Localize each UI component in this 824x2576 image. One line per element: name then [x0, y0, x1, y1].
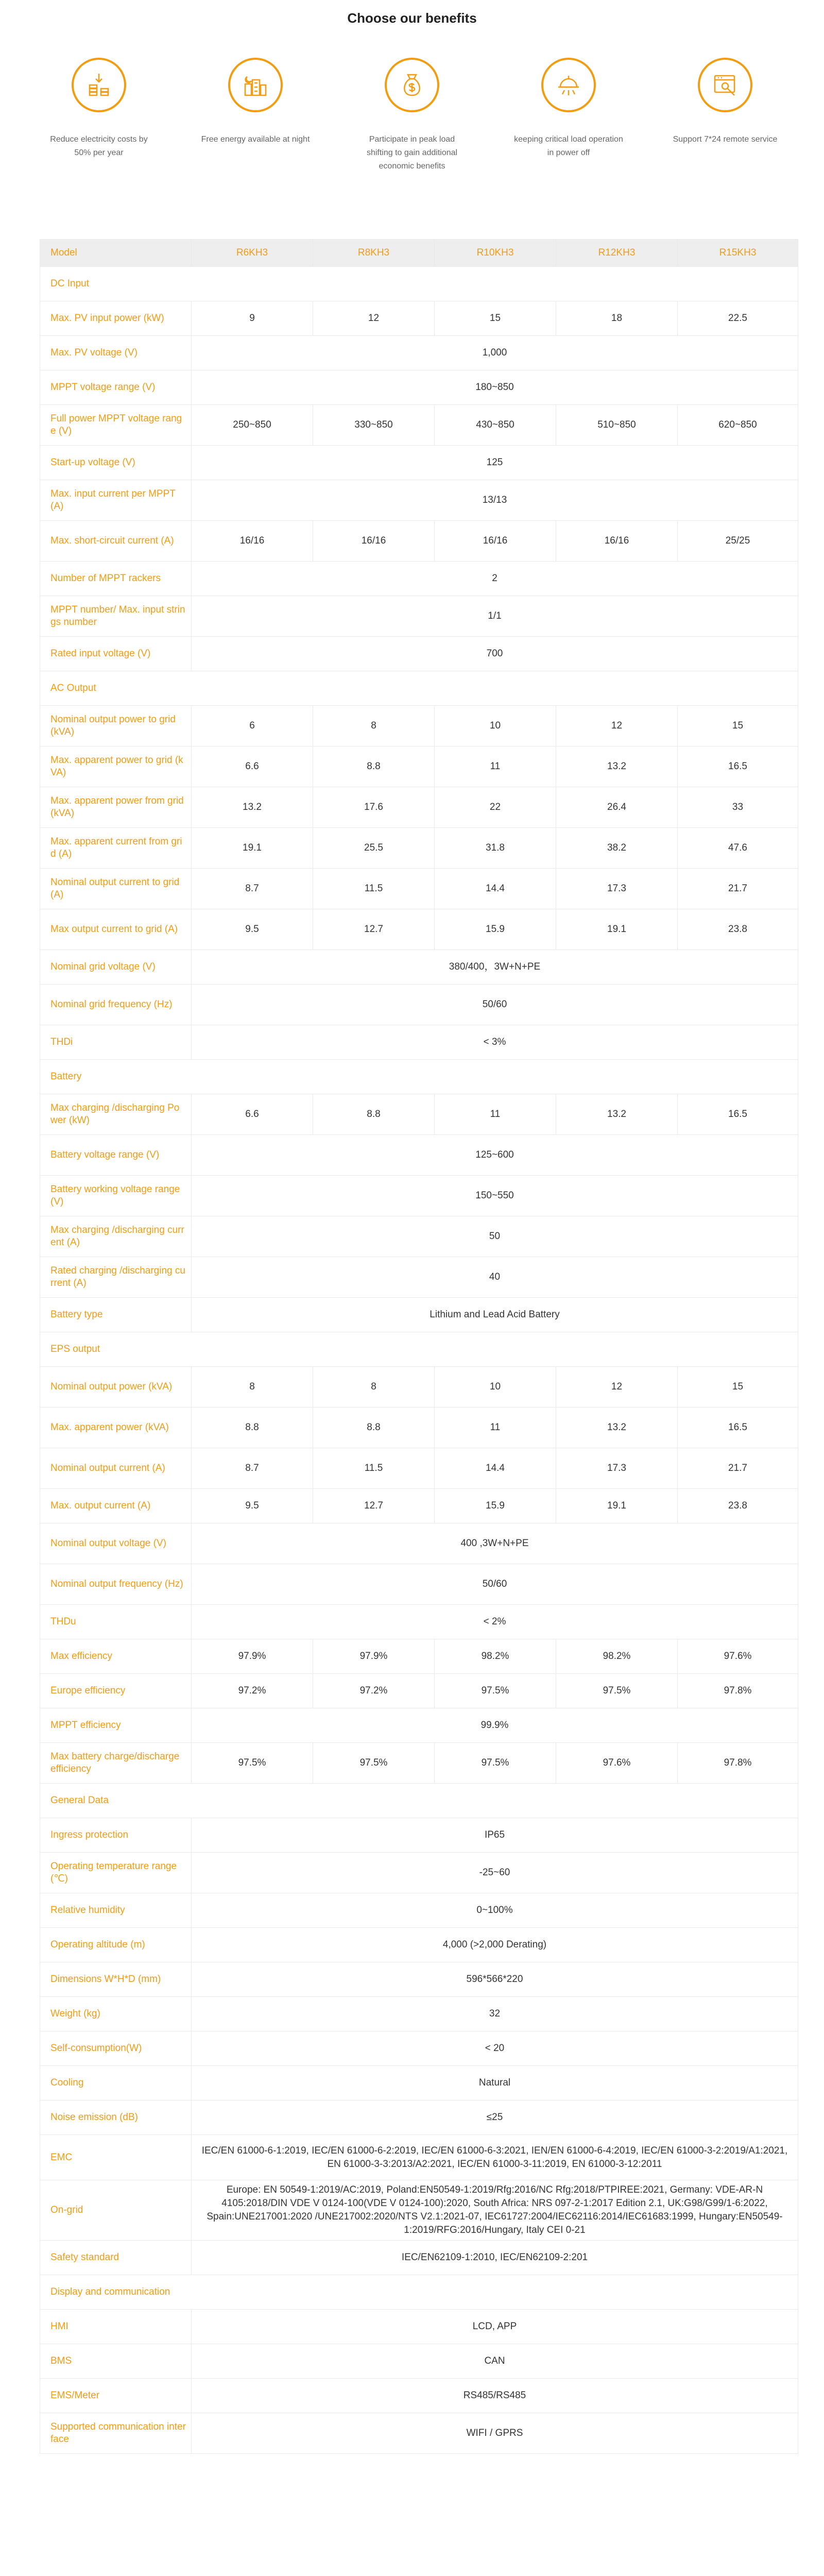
- spec-value: 8.7: [192, 1448, 313, 1489]
- table-row: [40, 1743, 798, 1784]
- spec-value: < 3%: [192, 1025, 798, 1060]
- benefit-item: [177, 58, 334, 173]
- table-row: [40, 909, 798, 950]
- table-row: [40, 2180, 798, 2241]
- table-row: [40, 2135, 798, 2180]
- spec-label: Max output current to grid (A): [40, 909, 192, 950]
- spec-value: 10: [435, 706, 556, 747]
- column-header: R6KH3: [192, 240, 313, 267]
- spec-value: RS485/RS485: [192, 2379, 798, 2413]
- spec-value: 17.6: [313, 787, 435, 828]
- spec-label: Max. PV voltage (V): [40, 336, 192, 370]
- spec-value: 19.1: [192, 828, 313, 869]
- spec-label: Self-consumption(W): [40, 2031, 192, 2066]
- spec-value: 33: [678, 787, 798, 828]
- spec-value: 6.6: [192, 747, 313, 787]
- spec-label: Max. input current per MPPT (A): [40, 480, 192, 521]
- spec-value: 50/60: [192, 985, 798, 1025]
- table-row: [40, 869, 798, 909]
- spec-value: ≤25: [192, 2100, 798, 2135]
- table-row: [40, 2310, 798, 2344]
- spec-value: 97.9%: [192, 1639, 313, 1674]
- spec-value: 700: [192, 637, 798, 671]
- spec-label: HMI: [40, 2310, 192, 2344]
- table-row: [40, 747, 798, 787]
- column-header: Model: [40, 240, 192, 267]
- spec-value: 6: [192, 706, 313, 747]
- table-row: [40, 1094, 798, 1135]
- spec-label: EMC: [40, 2135, 192, 2180]
- spec-value: 98.2%: [435, 1639, 556, 1674]
- spec-label: Full power MPPT voltage range (V): [40, 405, 192, 446]
- spec-label: Operating altitude (m): [40, 1928, 192, 1962]
- spec-value: 9.5: [192, 909, 313, 950]
- spec-value: 16/16: [192, 521, 313, 562]
- spec-value: 9: [192, 301, 313, 336]
- spec-value: 97.8%: [678, 1674, 798, 1708]
- spec-label: Nominal output power (kVA): [40, 1367, 192, 1408]
- spec-value: 13.2: [556, 747, 678, 787]
- spec-value: 47.6: [678, 828, 798, 869]
- spec-value: 8.7: [192, 869, 313, 909]
- section-row: [40, 2275, 798, 2310]
- spec-value: 19.1: [556, 1489, 678, 1523]
- spec-value: CAN: [192, 2344, 798, 2379]
- spec-value: 180~850: [192, 370, 798, 405]
- spec-value: 11.5: [313, 869, 435, 909]
- table-row: [40, 1216, 798, 1257]
- spec-value: Europe: EN 50549-1:2019/AC:2019, Poland:EN50549-1:2019/Rfg:2016/NC Rfg:2018/PTPIREE:2021, Germany: VDE-AR-N 4105:2018/DIN VDE V 0124-100(VDE V 0124-100):2020, South Africa: NRS 097-2-1:2017 Edition 2.1, UK:G98/G99/1-6:2022, Spain:UNE217001:2020 /UNE217002:2020/NTS V2.1:2021-07, IEC61727:2004/IEC62116:2014/IEC61683:1999, Hungary:EN50549-1:2019/RFG:2016/Hungary, Italy CEI 0-21: [192, 2180, 798, 2241]
- benefit-item: [334, 58, 490, 173]
- spec-value: 99.9%: [192, 1708, 798, 1743]
- spec-label: Nominal output current (A): [40, 1448, 192, 1489]
- spec-label: Operating temperature range (℃): [40, 1853, 192, 1893]
- table-row: [40, 1025, 798, 1060]
- spec-value: 9.5: [192, 1489, 313, 1523]
- spec-value: 19.1: [556, 909, 678, 950]
- spec-value: WIFI / GPRS: [192, 2413, 798, 2454]
- spec-value: 21.7: [678, 1448, 798, 1489]
- table-row: [40, 405, 798, 446]
- spec-label: Max. apparent power to grid (kVA): [40, 747, 192, 787]
- table-row: [40, 1818, 798, 1853]
- spec-label: Max. short-circuit current (A): [40, 521, 192, 562]
- spec-value: 98.2%: [556, 1639, 678, 1674]
- spec-label: THDi: [40, 1025, 192, 1060]
- spec-label: Relative humidity: [40, 1893, 192, 1928]
- spec-value: 8: [313, 706, 435, 747]
- spec-value: 16.5: [678, 1094, 798, 1135]
- spec-value: 97.2%: [192, 1674, 313, 1708]
- section-label: EPS output: [40, 1332, 798, 1367]
- section-row: [40, 267, 798, 301]
- spec-value: 11.5: [313, 1448, 435, 1489]
- section-label: DC Input: [40, 267, 798, 301]
- spec-value: 16/16: [435, 521, 556, 562]
- spec-value: 330~850: [313, 405, 435, 446]
- spec-value: 16.5: [678, 1408, 798, 1448]
- spec-value: 12: [313, 301, 435, 336]
- spec-value: 97.5%: [435, 1674, 556, 1708]
- spec-value: -25~60: [192, 1853, 798, 1893]
- spec-table-body: [40, 267, 798, 2454]
- spec-label: BMS: [40, 2344, 192, 2379]
- column-header: R15KH3: [678, 240, 798, 267]
- spec-value: 21.7: [678, 869, 798, 909]
- spec-value: 22.5: [678, 301, 798, 336]
- night-city-buildings-icon: [228, 58, 283, 112]
- spec-label: Battery working voltage range (V): [40, 1176, 192, 1216]
- benefit-text: Free energy available at night: [201, 135, 310, 144]
- spec-label: Dimensions W*H*D (mm): [40, 1962, 192, 1997]
- spec-value: 97.5%: [556, 1674, 678, 1708]
- spec-value: 125: [192, 446, 798, 480]
- spec-value: 16/16: [313, 521, 435, 562]
- spec-label: THDu: [40, 1605, 192, 1639]
- spec-value: 8.8: [192, 1408, 313, 1448]
- remote-service-screen-icon: [698, 58, 752, 112]
- table-row: [40, 706, 798, 747]
- table-row: [40, 1708, 798, 1743]
- spec-value: 6.6: [192, 1094, 313, 1135]
- spec-label: MPPT number/ Max. input strings number: [40, 596, 192, 637]
- spec-value: IEC/EN62109-1:2010, IEC/EN62109-2:201: [192, 2241, 798, 2275]
- spec-value: 97.6%: [678, 1639, 798, 1674]
- spec-label: Nominal grid voltage (V): [40, 950, 192, 985]
- spec-label: Max charging /discharging Power (kW): [40, 1094, 192, 1135]
- spec-value: 12.7: [313, 1489, 435, 1523]
- spec-value: 8: [313, 1367, 435, 1408]
- table-row: [40, 2413, 798, 2454]
- table-row: [40, 1997, 798, 2031]
- table-row: [40, 1489, 798, 1523]
- spec-label: Max. apparent power (kVA): [40, 1408, 192, 1448]
- table-row: [40, 1523, 798, 1564]
- spec-label: On-grid: [40, 2180, 192, 2241]
- spec-value: 13.2: [192, 787, 313, 828]
- table-row: [40, 446, 798, 480]
- spec-label: Noise emission (dB): [40, 2100, 192, 2135]
- benefit-item: [647, 58, 803, 173]
- table-row: [40, 1298, 798, 1332]
- spec-label: Max efficiency: [40, 1639, 192, 1674]
- section-label: Battery: [40, 1060, 798, 1094]
- spec-label: Europe efficiency: [40, 1674, 192, 1708]
- spec-value: 596*566*220: [192, 1962, 798, 1997]
- section-label: Display and communication: [40, 2275, 798, 2310]
- spec-value: 13.2: [556, 1408, 678, 1448]
- spec-value: 12: [556, 706, 678, 747]
- table-row: [40, 637, 798, 671]
- spec-table: [40, 239, 798, 2454]
- spec-label: EMS/Meter: [40, 2379, 192, 2413]
- spec-value: 11: [435, 1408, 556, 1448]
- table-row: [40, 521, 798, 562]
- section-row: [40, 671, 798, 706]
- spec-value: 50: [192, 1216, 798, 1257]
- spec-label: Nominal output current to grid (A): [40, 869, 192, 909]
- spec-value: 250~850: [192, 405, 313, 446]
- lamp-alarm-icon: [541, 58, 596, 112]
- table-row: [40, 1367, 798, 1408]
- spec-value: 25.5: [313, 828, 435, 869]
- spec-value: 97.9%: [313, 1639, 435, 1674]
- benefits-row: [21, 58, 803, 173]
- spec-value: LCD, APP: [192, 2310, 798, 2344]
- spec-value: 15: [678, 706, 798, 747]
- benefit-text: Participate in peak load shifting to gain additional economic benefits: [366, 135, 458, 171]
- spec-value: 380/400，3W+N+PE: [192, 950, 798, 985]
- spec-value: 430~850: [435, 405, 556, 446]
- benefit-item: [490, 58, 647, 173]
- spec-label: Start-up voltage (V): [40, 446, 192, 480]
- spec-value: 8.8: [313, 747, 435, 787]
- table-row: [40, 562, 798, 596]
- table-row: [40, 1962, 798, 1997]
- spec-value: 16.5: [678, 747, 798, 787]
- benefit-text: keeping critical load operation in power off: [514, 135, 623, 157]
- column-header: R8KH3: [313, 240, 435, 267]
- section-row: [40, 1332, 798, 1367]
- spec-label: Nominal output power to grid (kVA): [40, 706, 192, 747]
- table-row: [40, 2379, 798, 2413]
- spec-value: 1,000: [192, 336, 798, 370]
- spec-value: 8: [192, 1367, 313, 1408]
- spec-value: 97.5%: [435, 1743, 556, 1784]
- spec-label: Supported communication interface: [40, 2413, 192, 2454]
- spec-value: 23.8: [678, 909, 798, 950]
- table-row: [40, 2241, 798, 2275]
- spec-value: 97.6%: [556, 1743, 678, 1784]
- spec-value: IEC/EN 61000-6-1:2019, IEC/EN 61000-6-2:2019, IEC/EN 61000-6-3:2021, IEN/EN 61000-6-4:2019, IEC/EN 61000-3-2:2019/A1:2021, EN 61000-3-3:2013/A2:2021, IEC/EN 61000-3-11:2019, EN 61000-3-12:2011: [192, 2135, 798, 2180]
- table-row: [40, 787, 798, 828]
- spec-value: 4,000 (>2,000 Derating): [192, 1928, 798, 1962]
- table-row: [40, 370, 798, 405]
- table-row: [40, 1893, 798, 1928]
- spec-value: 97.5%: [313, 1743, 435, 1784]
- table-row: [40, 1674, 798, 1708]
- spec-value: 97.2%: [313, 1674, 435, 1708]
- stacked-coins-chart-icon: [72, 58, 126, 112]
- spec-value: 38.2: [556, 828, 678, 869]
- spec-value: 17.3: [556, 869, 678, 909]
- spec-value: 620~850: [678, 405, 798, 446]
- spec-value: 13/13: [192, 480, 798, 521]
- spec-value: 50/60: [192, 1564, 798, 1605]
- spec-value: 17.3: [556, 1448, 678, 1489]
- spec-value: 97.8%: [678, 1743, 798, 1784]
- spec-label: Max charging /discharging current (A): [40, 1216, 192, 1257]
- spec-value: 125~600: [192, 1135, 798, 1176]
- table-row: [40, 336, 798, 370]
- table-row: [40, 1408, 798, 1448]
- spec-value: 14.4: [435, 869, 556, 909]
- spec-value: 40: [192, 1257, 798, 1298]
- spec-value: 31.8: [435, 828, 556, 869]
- spec-value: 23.8: [678, 1489, 798, 1523]
- benefit-item: [21, 58, 177, 173]
- spec-value: 14.4: [435, 1448, 556, 1489]
- spec-value: 2: [192, 562, 798, 596]
- spec-value: IP65: [192, 1818, 798, 1853]
- spec-label: Battery voltage range (V): [40, 1135, 192, 1176]
- table-row: [40, 2344, 798, 2379]
- table-row: [40, 2066, 798, 2100]
- spec-value: 25/25: [678, 521, 798, 562]
- spec-label: Nominal grid frequency (Hz): [40, 985, 192, 1025]
- spec-label: Rated input voltage (V): [40, 637, 192, 671]
- spec-label: Max. PV input power (kW): [40, 301, 192, 336]
- spec-value: 1/1: [192, 596, 798, 637]
- spec-label: Nominal output frequency (Hz): [40, 1564, 192, 1605]
- spec-value: 22: [435, 787, 556, 828]
- table-row: [40, 1448, 798, 1489]
- spec-value: Natural: [192, 2066, 798, 2100]
- spec-value: 400 ,3W+N+PE: [192, 1523, 798, 1564]
- table-row: [40, 480, 798, 521]
- table-row: [40, 1135, 798, 1176]
- column-header: R10KH3: [435, 240, 556, 267]
- spec-label: Max. apparent current from grid (A): [40, 828, 192, 869]
- spec-value: 15.9: [435, 1489, 556, 1523]
- spec-label: MPPT voltage range (V): [40, 370, 192, 405]
- spec-value: Lithium and Lead Acid Battery: [192, 1298, 798, 1332]
- spec-value: 15: [435, 301, 556, 336]
- table-row: [40, 1639, 798, 1674]
- spec-label: Safety standard: [40, 2241, 192, 2275]
- spec-label: Cooling: [40, 2066, 192, 2100]
- spec-value: 150~550: [192, 1176, 798, 1216]
- table-row: [40, 2031, 798, 2066]
- spec-value: 13.2: [556, 1094, 678, 1135]
- section-row: [40, 1060, 798, 1094]
- section-label: AC Output: [40, 671, 798, 706]
- spec-label: Max. apparent power from grid (kVA): [40, 787, 192, 828]
- spec-value: 15.9: [435, 909, 556, 950]
- spec-value: 97.5%: [192, 1743, 313, 1784]
- spec-label: Rated charging /discharging current (A): [40, 1257, 192, 1298]
- section-label: General Data: [40, 1784, 798, 1818]
- spec-label: Nominal output voltage (V): [40, 1523, 192, 1564]
- table-row: [40, 301, 798, 336]
- benefit-text: Reduce electricity costs by 50% per year: [50, 135, 148, 157]
- table-row: [40, 1853, 798, 1893]
- spec-label: Max. output current (A): [40, 1489, 192, 1523]
- spec-value: 11: [435, 747, 556, 787]
- spec-value: 12.7: [313, 909, 435, 950]
- spec-value: 8.8: [313, 1094, 435, 1135]
- table-row: [40, 1605, 798, 1639]
- spec-label: Number of MPPT rackers: [40, 562, 192, 596]
- section-row: [40, 1784, 798, 1818]
- table-row: [40, 2100, 798, 2135]
- spec-value: < 20: [192, 2031, 798, 2066]
- table-row: [40, 985, 798, 1025]
- spec-value: 0~100%: [192, 1893, 798, 1928]
- table-row: [40, 1257, 798, 1298]
- spec-value: 510~850: [556, 405, 678, 446]
- table-row: [40, 828, 798, 869]
- column-header: R12KH3: [556, 240, 678, 267]
- spec-label: Battery type: [40, 1298, 192, 1332]
- table-row: [40, 1928, 798, 1962]
- table-row: [40, 950, 798, 985]
- money-bag-icon: [385, 58, 439, 112]
- table-row: [40, 1564, 798, 1605]
- table-row: [40, 1176, 798, 1216]
- spec-value: 26.4: [556, 787, 678, 828]
- table-row: [40, 596, 798, 637]
- benefits-title: Choose our benefits: [347, 10, 477, 26]
- table-header-row: [40, 240, 798, 267]
- spec-value: 32: [192, 1997, 798, 2031]
- spec-value: 10: [435, 1367, 556, 1408]
- spec-value: 12: [556, 1367, 678, 1408]
- spec-label: MPPT efficiency: [40, 1708, 192, 1743]
- spec-value: 16/16: [556, 521, 678, 562]
- spec-label: Weight (kg): [40, 1997, 192, 2031]
- spec-label: Ingress protection: [40, 1818, 192, 1853]
- benefit-text: Support 7*24 remote service: [673, 135, 778, 144]
- spec-value: 18: [556, 301, 678, 336]
- spec-value: 8.8: [313, 1408, 435, 1448]
- spec-value: 11: [435, 1094, 556, 1135]
- spec-value: 15: [678, 1367, 798, 1408]
- spec-value: < 2%: [192, 1605, 798, 1639]
- spec-label: Max battery charge/discharge efficiency: [40, 1743, 192, 1784]
